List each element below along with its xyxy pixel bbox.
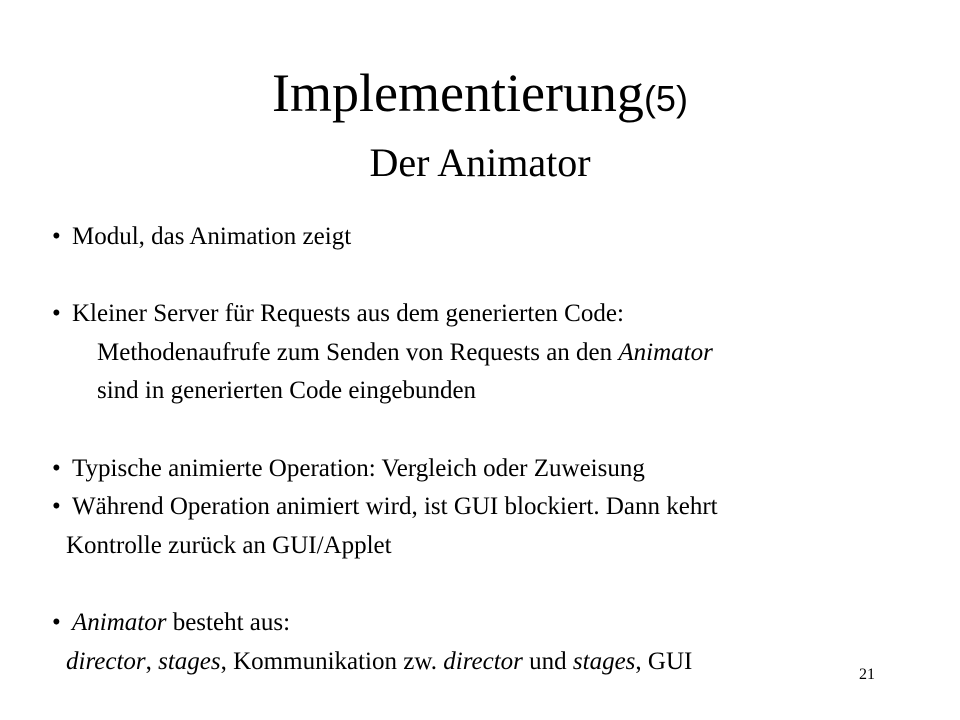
bullet-item-4-continuation (66, 531, 392, 561)
bullet-item-2-continuation-1 (97, 338, 713, 368)
bullet-item-2-continuation-2 (97, 376, 476, 406)
bullet-text: , GUI (635, 648, 693, 675)
bullet-marker: • (52, 300, 61, 327)
bullet-text: Typische animierte Operation: Vergleich oder Zuweisung (72, 455, 645, 482)
bullet-marker: • (52, 493, 61, 520)
bullet-text: Modul, das Animation zeigt (72, 223, 352, 250)
title-text: Implementierung (272, 63, 644, 123)
bullet-text-italic: director (443, 648, 523, 675)
bullet-text: Während Operation animiert wird, ist GUI blockiert. Dann kehrt (72, 493, 718, 520)
bullet-marker: • (52, 455, 61, 482)
slide-title (272, 63, 688, 123)
bullet-text-italic: stages (158, 648, 221, 675)
bullet-item-5 (52, 608, 290, 638)
bullet-marker: • (52, 609, 61, 636)
bullet-item-2 (52, 299, 624, 329)
bullet-text-italic: director (66, 648, 146, 675)
bullet-text: sind in generierten Code eingebunden (97, 377, 477, 404)
bullet-text: Methodenaufrufe zum Senden von Requests an den (97, 339, 619, 366)
bullet-item-3 (52, 454, 645, 484)
title-block (0, 62, 960, 130)
bullet-item-1 (52, 222, 351, 252)
bullet-text-italic: Animator (618, 339, 713, 366)
page-number: 21 (859, 666, 875, 683)
bullet-item-4 (52, 492, 718, 522)
bullet-text: , (145, 648, 159, 675)
bullet-item-5-continuation (66, 647, 692, 677)
bullet-text: , Kommunikation zw. (220, 648, 444, 675)
bullet-text-italic: Animator (72, 609, 167, 636)
slide-subtitle: Der Animator (369, 140, 591, 185)
bullet-text: Kleiner Server für Requests aus dem generierten Code: (72, 300, 624, 327)
bullet-text: besteht aus: (166, 609, 291, 636)
bullet-marker: • (52, 223, 61, 250)
bullet-text: und (522, 648, 573, 675)
title-number: (5) (643, 78, 688, 119)
bullet-text: Kontrolle zurück an GUI/Applet (66, 532, 392, 559)
bullet-text-italic: stages (572, 648, 636, 675)
